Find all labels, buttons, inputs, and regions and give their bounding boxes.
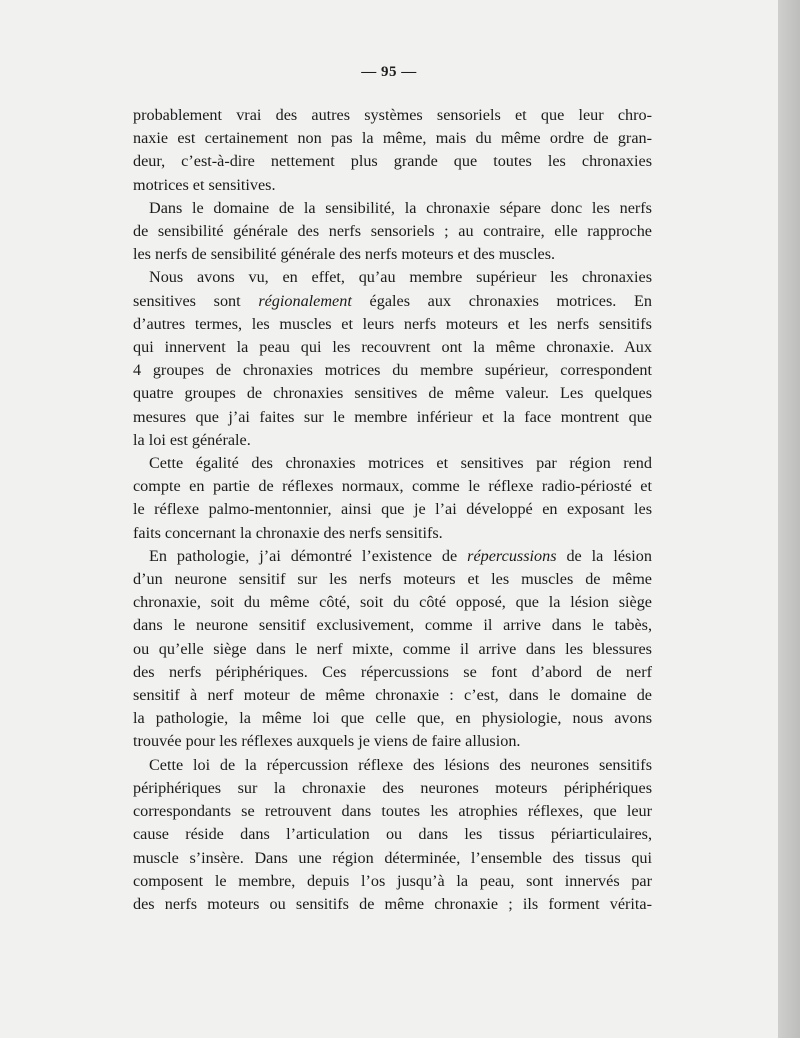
text-line: 4 groupes de chronaxies motrices du membre supérieur, correspondent (133, 361, 652, 380)
text-line: Dans le domaine de la sensibilité, la chronaxie sépare donc les nerfs (149, 198, 652, 217)
text-line: deur, c’est-à-dire nettement plus grande que toutes les chronaxies (133, 152, 652, 171)
text-line: compte en partie de réflexes normaux, comme le réflexe radio-périosté et (133, 477, 652, 496)
text-line: périphériques sur la chronaxie des neurones moteurs périphériques (133, 778, 652, 797)
text-line: faits concernant la chronaxie des nerfs sensitifs. (133, 523, 443, 542)
text-line: de sensibilité générale des nerfs sensoriels ; au contraire, elle rapproche (133, 222, 652, 241)
italic-term: régionalement (258, 291, 352, 310)
body-text (133, 104, 652, 916)
text-line: la loi est générale. (133, 430, 251, 449)
text-line-mixed (133, 290, 652, 313)
page-number: — 95 — (361, 64, 417, 80)
text-line: trouvée pour les réflexes auxquels je viens de faire allusion. (133, 732, 521, 751)
text-line: chronaxie, soit du même côté, soit du côté opposé, que la lésion siège (133, 593, 652, 612)
text-line: ou qu’elle siège dans le nerf mixte, comme il arrive dans les blessures (133, 639, 652, 658)
text-line: le réflexe palmo-mentonnier, ainsi que je l’ai développé en exposant les (133, 500, 652, 519)
text-segment: égales aux chronaxies motrices. En (369, 291, 653, 310)
italic-term: répercussions (467, 546, 557, 565)
text-line: des nerfs périphériques. Ces répercussions se font d’abord de nerf (133, 662, 652, 681)
text-line: Cette égalité des chronaxies motrices et sensitives par région rend (149, 454, 652, 473)
text-segment: sensitives sont (133, 291, 241, 310)
text-line: Cette loi de la répercussion réflexe des lésions des neurones sensitifs (149, 755, 652, 774)
text-line: Nous avons vu, en effet, qu’au membre supérieur les chronaxies (149, 268, 652, 287)
text-line: la pathologie, la même loi que celle que, en physiologie, nous avons (133, 709, 652, 728)
text-line: correspondants se retrouvent dans toutes les atrophies réflexes, que leur (133, 802, 652, 821)
text-line: muscle s’insère. Dans une région déterminée, l’ensemble des tissus qui (133, 848, 652, 867)
page-edge-shadow (778, 0, 800, 1038)
text-line: les nerfs de sensibilité générale des nerfs moteurs et des muscles. (133, 245, 556, 264)
text-line-mixed (133, 545, 652, 568)
text-line: sensitif à nerf moteur de même chronaxie : c’est, dans le domaine de (133, 686, 652, 705)
text-segment: En pathologie, j’ai démontré l’existence de (149, 546, 458, 565)
text-line: d’autres termes, les muscles et leurs nerfs moteurs et les nerfs sensitifs (133, 314, 652, 333)
text-line: probablement vrai des autres systèmes sensoriels et que leur chro- (133, 106, 652, 124)
text-line: motrices et sensitives. (133, 175, 276, 194)
text-segment: de la lésion (566, 546, 652, 565)
text-line: d’un neurone sensitif sur les nerfs moteurs et les muscles de même (133, 570, 652, 589)
text-line: composent le membre, depuis l’os jusqu’à la peau, sont innervés par (133, 871, 652, 890)
text-line: naxie est certainement non pas la même, mais du même ordre de gran- (133, 129, 652, 148)
text-line: qui innervent la peau qui les recouvrent ont la même chronaxie. Aux (133, 338, 652, 357)
text-line: des nerfs moteurs ou sensitifs de même chronaxie ; ils forment vérita- (133, 894, 652, 913)
text-line: cause réside dans l’articulation ou dans les tissus périarticulaires, (133, 825, 652, 844)
text-line: mesures que j’ai faites sur le membre inférieur et la face montrent que (133, 407, 652, 426)
text-line: dans le neurone sensitif exclusivement, comme il arrive dans le tabès, (133, 616, 652, 635)
text-line: quatre groupes de chronaxies sensitives de même valeur. Les quelques (133, 384, 652, 403)
